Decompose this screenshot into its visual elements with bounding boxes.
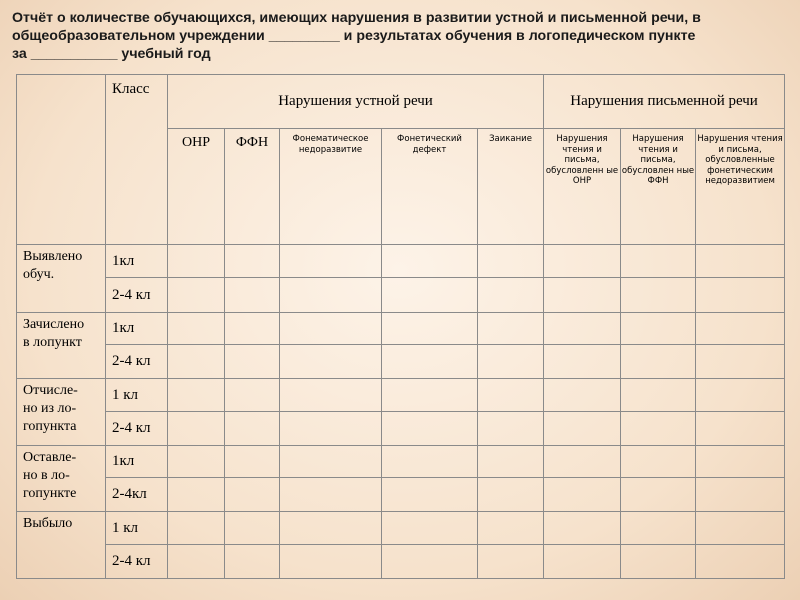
data-cell[interactable] bbox=[382, 379, 478, 412]
data-cell[interactable] bbox=[621, 313, 696, 345]
data-cell[interactable] bbox=[544, 545, 621, 579]
row-group-label-line: гопункта bbox=[23, 419, 77, 434]
data-cell[interactable] bbox=[168, 412, 225, 446]
data-cell[interactable] bbox=[225, 245, 280, 278]
subheader-written-phonetic: Нарушения чтения и письма, обусловленные фонетическим недоразвитием bbox=[696, 129, 785, 245]
data-cell[interactable] bbox=[621, 278, 696, 313]
data-cell[interactable] bbox=[168, 478, 225, 512]
data-cell[interactable] bbox=[544, 379, 621, 412]
title-line-3: за ___________ учебный год bbox=[12, 46, 211, 62]
subheader-ffn: ФФН bbox=[225, 129, 280, 245]
data-cell[interactable] bbox=[478, 278, 544, 313]
data-cell[interactable] bbox=[478, 412, 544, 446]
subheader-phonetic: Фонетический дефект bbox=[382, 129, 478, 245]
table-row bbox=[17, 245, 785, 278]
data-cell[interactable] bbox=[382, 412, 478, 446]
data-cell[interactable] bbox=[280, 512, 382, 545]
table-row bbox=[17, 512, 785, 545]
header-row-groups bbox=[17, 75, 785, 129]
data-cell[interactable] bbox=[280, 545, 382, 579]
data-cell[interactable] bbox=[621, 446, 696, 478]
class-cell: 2-4 кл bbox=[106, 345, 168, 379]
data-cell[interactable] bbox=[382, 512, 478, 545]
class-header: Класс bbox=[106, 75, 168, 245]
data-cell[interactable] bbox=[168, 245, 225, 278]
table-row bbox=[17, 545, 785, 579]
data-cell[interactable] bbox=[621, 545, 696, 579]
data-cell[interactable] bbox=[544, 478, 621, 512]
data-cell[interactable] bbox=[478, 313, 544, 345]
data-cell[interactable] bbox=[544, 245, 621, 278]
data-cell[interactable] bbox=[696, 512, 785, 545]
data-cell[interactable] bbox=[621, 345, 696, 379]
data-cell[interactable] bbox=[225, 412, 280, 446]
row-group-label bbox=[17, 245, 106, 313]
data-cell[interactable] bbox=[478, 379, 544, 412]
row-group-label-line: обуч. bbox=[23, 267, 55, 282]
data-cell[interactable] bbox=[696, 446, 785, 478]
subheader-onr: ОНР bbox=[168, 129, 225, 245]
data-cell[interactable] bbox=[696, 545, 785, 579]
data-cell[interactable] bbox=[696, 245, 785, 278]
subheader-phonemic: Фонематическое недоразвитие bbox=[280, 129, 382, 245]
data-cell[interactable] bbox=[168, 379, 225, 412]
data-cell[interactable] bbox=[382, 245, 478, 278]
data-cell[interactable] bbox=[280, 245, 382, 278]
data-cell[interactable] bbox=[478, 446, 544, 478]
data-cell[interactable] bbox=[621, 412, 696, 446]
data-cell[interactable] bbox=[168, 545, 225, 579]
data-cell[interactable] bbox=[696, 313, 785, 345]
class-cell: 1 кл bbox=[106, 512, 168, 545]
class-cell: 2-4кл bbox=[106, 478, 168, 512]
data-cell[interactable] bbox=[544, 278, 621, 313]
data-cell[interactable] bbox=[478, 478, 544, 512]
data-cell[interactable] bbox=[544, 446, 621, 478]
data-cell[interactable] bbox=[225, 446, 280, 478]
subheader-written-ffn: Нарушения чтения и письма, обусловлен ные ФФН bbox=[621, 129, 696, 245]
row-group-label-line: гопункте bbox=[23, 486, 77, 501]
data-cell[interactable] bbox=[621, 245, 696, 278]
data-cell[interactable] bbox=[382, 478, 478, 512]
data-cell[interactable] bbox=[168, 345, 225, 379]
data-cell[interactable] bbox=[225, 545, 280, 579]
row-group-label bbox=[17, 512, 106, 579]
row-group-label-line: Выбыло bbox=[23, 516, 73, 531]
data-cell[interactable] bbox=[280, 478, 382, 512]
data-cell[interactable] bbox=[225, 313, 280, 345]
data-cell[interactable] bbox=[621, 379, 696, 412]
data-cell[interactable] bbox=[696, 478, 785, 512]
row-group-label-line: но в ло- bbox=[23, 468, 70, 483]
data-cell[interactable] bbox=[168, 278, 225, 313]
class-cell: 1кл bbox=[106, 245, 168, 278]
data-cell[interactable] bbox=[696, 278, 785, 313]
data-cell[interactable] bbox=[382, 313, 478, 345]
row-group-label-line: Зачислено bbox=[23, 317, 85, 332]
table-row bbox=[17, 412, 785, 446]
table-body bbox=[17, 245, 785, 579]
table-row bbox=[17, 379, 785, 412]
data-cell[interactable] bbox=[382, 278, 478, 313]
title-line-2: общеобразовательном учреждении _________ и результатах обучения в логопедическом пункте bbox=[12, 28, 696, 44]
report-title bbox=[12, 9, 792, 63]
row-group-label-line: в лопункт bbox=[23, 335, 82, 350]
table-row bbox=[17, 478, 785, 512]
data-cell[interactable] bbox=[280, 379, 382, 412]
row-group-label-line: Отчисле- bbox=[23, 383, 78, 398]
class-cell: 1кл bbox=[106, 313, 168, 345]
data-cell[interactable] bbox=[382, 345, 478, 379]
data-cell[interactable] bbox=[478, 245, 544, 278]
data-cell[interactable] bbox=[544, 345, 621, 379]
class-cell: 1кл bbox=[106, 446, 168, 478]
data-cell[interactable] bbox=[280, 278, 382, 313]
data-cell[interactable] bbox=[696, 412, 785, 446]
table-row bbox=[17, 446, 785, 478]
data-cell[interactable] bbox=[168, 446, 225, 478]
title-line-1: Отчёт о количестве обучающихся, имеющих нарушения в развитии устной и письменной речи, в bbox=[12, 10, 701, 26]
class-cell: 2-4 кл bbox=[106, 278, 168, 313]
data-cell[interactable] bbox=[225, 278, 280, 313]
table-row bbox=[17, 345, 785, 379]
header-corner-cell bbox=[17, 75, 106, 245]
data-cell[interactable] bbox=[621, 512, 696, 545]
row-group-label bbox=[17, 313, 106, 379]
data-cell[interactable] bbox=[225, 512, 280, 545]
data-cell[interactable] bbox=[696, 345, 785, 379]
table-row bbox=[17, 278, 785, 313]
data-cell[interactable] bbox=[168, 512, 225, 545]
row-group-label-line: Оставле- bbox=[23, 450, 77, 465]
class-cell: 1 кл bbox=[106, 379, 168, 412]
data-cell[interactable] bbox=[280, 345, 382, 379]
data-cell[interactable] bbox=[280, 446, 382, 478]
data-cell[interactable] bbox=[280, 412, 382, 446]
data-cell[interactable] bbox=[382, 545, 478, 579]
data-cell[interactable] bbox=[544, 512, 621, 545]
data-cell[interactable] bbox=[280, 313, 382, 345]
table-row bbox=[17, 313, 785, 345]
written-speech-header: Нарушения письменной речи bbox=[544, 75, 785, 129]
data-cell[interactable] bbox=[225, 478, 280, 512]
report-table bbox=[16, 74, 785, 579]
data-cell[interactable] bbox=[544, 313, 621, 345]
row-group-label-line: Выявлено bbox=[23, 249, 83, 264]
subheader-stuttering: Заикание bbox=[478, 129, 544, 245]
data-cell[interactable] bbox=[621, 478, 696, 512]
data-cell[interactable] bbox=[478, 545, 544, 579]
data-cell[interactable] bbox=[225, 379, 280, 412]
data-cell[interactable] bbox=[168, 313, 225, 345]
row-group-label bbox=[17, 379, 106, 446]
data-cell[interactable] bbox=[544, 412, 621, 446]
class-cell: 2-4 кл bbox=[106, 545, 168, 579]
data-cell[interactable] bbox=[225, 345, 280, 379]
data-cell[interactable] bbox=[696, 379, 785, 412]
data-cell[interactable] bbox=[382, 446, 478, 478]
row-group-label-line: но из ло- bbox=[23, 401, 77, 416]
subheader-written-onr: Нарушения чтения и письма, обусловленн ые ОНР bbox=[544, 129, 621, 245]
data-cell[interactable] bbox=[478, 512, 544, 545]
class-cell: 2-4 кл bbox=[106, 412, 168, 446]
data-cell[interactable] bbox=[478, 345, 544, 379]
row-group-label bbox=[17, 446, 106, 512]
oral-speech-header: Нарушения устной речи bbox=[168, 75, 544, 129]
